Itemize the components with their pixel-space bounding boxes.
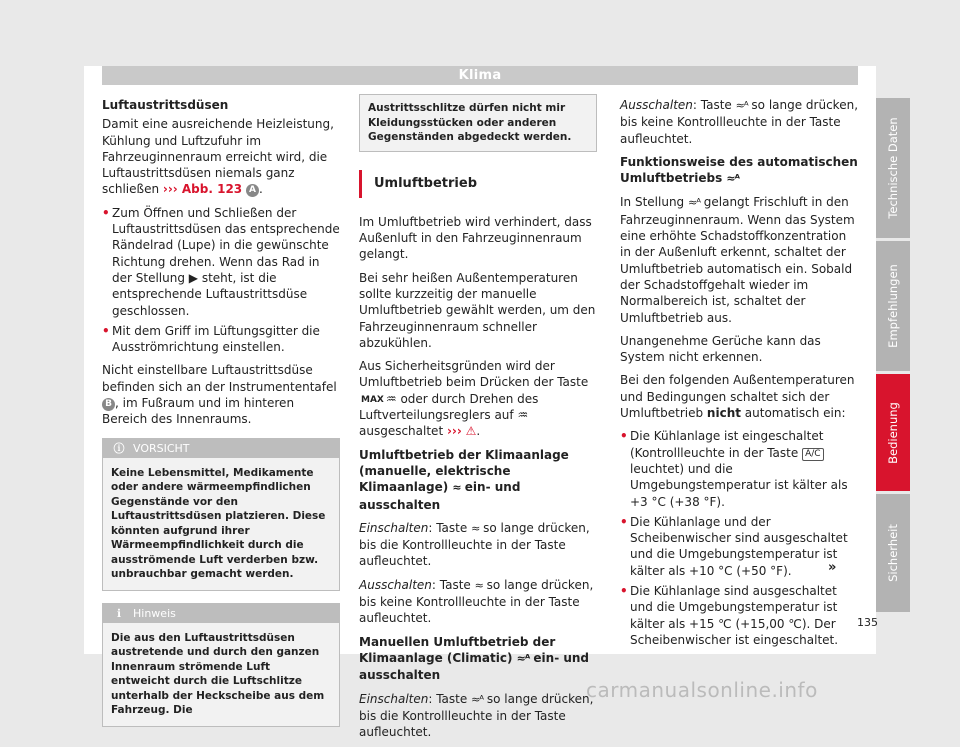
page-number: 135 <box>857 616 878 629</box>
caution-header: ⓘ VORSICHT <box>103 439 339 458</box>
paragraph: Bei sehr heißen Außentemperaturen sollte kurzzeitig der manuelle Umluftbetrieb gewählt werden, um den Fahrzeuginnenraum schneller abzukühlen. <box>359 270 596 350</box>
badge-a: A <box>246 184 259 197</box>
paragraph: Einschalten: Taste ≈ so lange drücken, bis die Kontrollleuchte in der Taste aufleuchtet. <box>359 520 590 569</box>
paragraph: In Stellung ≈ᴬ gelangt Frischluft in den Fahrzeuginnenraum. Wenn das System eine erhöhte Schadstoffkonzentration in der Außenluft erkennt, schaltet der Umluftbetrieb automatisch ein. Sobald der Schadstoffgehalt wieder im Normalbereich ist, schaltet der Umluftbetrieb aus. <box>620 195 855 325</box>
fan-auto-icon: ≈ᴬ <box>516 651 530 665</box>
column-2 <box>359 97 597 747</box>
fan-icon: ≈ <box>474 578 483 592</box>
bullet-dot: • <box>102 323 110 338</box>
intro-paragraph: Damit eine ausreichende Heizleistung, Kühlung und Luftzufuhr im Fahrzeuginnenraum erreicht wird, die Luftaustrittsdüsen niemals ganz schließen ››› Abb. 123 A . <box>102 117 334 197</box>
note-box <box>102 603 340 727</box>
fan-auto-icon: ≈ᴬ <box>726 172 739 186</box>
bullet-dot: • <box>620 429 628 444</box>
bullet-dot: • <box>620 584 628 599</box>
paragraph: Einschalten: Taste ≈ᴬ so lange drücken, bis die Kontrollleuchte in der Taste aufleuchtet. <box>359 691 594 740</box>
paragraph: Ausschalten: Taste ≈ so lange drücken, bis keine Kontrollleuchte in der Taste aufleuchtet. <box>359 577 594 626</box>
continued-note-box: Austrittsschlitze dürfen nicht mir Kleidungsstücken oder anderen Gegenständen abgedeckt werden. <box>359 94 597 152</box>
column-1 <box>102 97 340 727</box>
fan-auto-icon: ≈ᴬ <box>735 99 748 112</box>
list-item: • Die Kühlanlage ist eingeschaltet (Kontrollleuchte in der Taste A/C leuchtet) und die Umgebungstemperatur ist kälter als +3 °C (+38 °F). <box>620 429 848 509</box>
warning-reference-link[interactable]: ››› <box>446 424 462 439</box>
watermark: carmanualsonline.info <box>586 678 818 702</box>
badge-b: B <box>102 398 115 411</box>
caution-icon: ⓘ <box>113 441 125 455</box>
caution-box <box>102 438 340 591</box>
paragraph: Ausschalten: Taste ≈ᴬ so lange drücken, bis keine Kontrollleuchte in der Taste aufleuchtet. <box>620 98 859 146</box>
tab-technische-daten[interactable]: Technische Daten <box>876 98 910 238</box>
list-item: • Die Kühlanlage sind ausgeschaltet und die Umgebungstemperatur ist kälter als +15 ℃ (+15,00 ℃). Der Scheibenwischer ist eingeschaltet. <box>620 584 839 647</box>
list-item: • Zum Öffnen und Schließen der Luftaustrittsdüsen das entsprechende Rändelrad (Lupe) in die gewünschte Richtung drehen. Wenn das Rad in der Stellung ▶ steht, ist die entsprechende Luftaustrittsdüse geschlossen. <box>102 205 340 318</box>
paragraph: Aus Sicherheitsgründen wird der Umluftbetrieb beim Drücken der Taste MAX ♒ oder durch Drehen des Luftverteilungsreglers auf ♒ ausgeschaltet ››› ⚠. <box>359 359 589 439</box>
figure-reference-link[interactable]: ››› Abb. 123 <box>162 182 243 197</box>
column-3 <box>620 97 860 652</box>
fan-icon: ≈ <box>471 521 480 535</box>
tab-bedienung[interactable]: Bedienung <box>876 374 910 491</box>
fan-auto-icon: ≈ᴬ <box>687 196 700 210</box>
tab-sicherheit[interactable]: Sicherheit <box>876 494 910 612</box>
fan-auto-icon: ≈ᴬ <box>471 692 484 706</box>
caution-body: Keine Lebensmittel, Medikamente oder andere wärmeempfindlichen Gegenstände vor den Luftaustrittsdüsen platzieren. Diese könnten aufgrund ihrer Wärmeempfindlichkeit durch die ausströmende Luft verderben bzw. unbrauchbar gemacht werden. <box>111 466 326 581</box>
heading-luftaustritt: Luftaustrittsdüsen <box>102 98 229 112</box>
continue-arrow-icon: » <box>828 560 837 575</box>
ac-key-icon: A/C <box>802 448 823 461</box>
list-item: • Mit dem Griff im Lüftungsgitter die Ausströmrichtung einstellen. <box>102 323 320 355</box>
defrost-icon: ♒ <box>385 391 397 406</box>
tab-empfehlungen[interactable]: Empfehlungen <box>876 241 910 371</box>
bullet-dot: • <box>620 514 628 529</box>
note-header: ℹ Hinweis <box>103 604 339 623</box>
paragraph: Im Umluftbetrieb wird verhindert, dass Außenluft in den Fahrzeuginnenraum gelangt. <box>359 214 592 262</box>
right-triangle-icon: ▶ <box>188 270 198 285</box>
paragraph: Bei den folgenden Außentemperaturen und Bedingungen schaltet sich der Umluftbetrieb nicht automatisch ein: <box>620 373 855 421</box>
warning-triangle-icon: ⚠ <box>465 424 477 439</box>
subheading: Manuellen Umluftbetrieb der Klimaanlage (Climatic) ≈ᴬ ein- und ausschalten <box>359 634 590 683</box>
list-item: • Die Kühlanlage und der Scheibenwischer sind ausgeschaltet und die Umgebungstemperatur ist kälter als +10 °C (+50 °F). <box>620 514 848 578</box>
subheading: Funktionsweise des automatischen Umluftbetriebs ≈ᴬ <box>620 154 860 188</box>
max-key-icon: MAX <box>361 394 384 405</box>
info-icon: ℹ <box>116 606 122 620</box>
paragraph: Unangenehme Gerüche kann das System nicht erkennen. <box>620 333 821 365</box>
side-tabs <box>876 98 910 615</box>
section-title-umluft: Umluftbetrieb <box>359 170 597 198</box>
fan-icon: ≈ <box>452 481 461 495</box>
bullet-dot: • <box>102 205 110 220</box>
subheading: Umluftbetrieb der Klimaanlage (manuelle, elektrische Klimaanlage) ≈ ein- und ausschalten <box>359 447 569 512</box>
note-body: Die aus den Luftaustrittsdüsen austretende und durch den ganzen Innenraum strömende Luft entweicht durch die Luftschlitze unterhalb der Heckscheibe aus dem Fahrzeug. Die <box>111 631 325 717</box>
paragraph: Nicht einstellbare Luftaustrittsdüse befinden sich an der Instrumententafel B , im Fußraum und im hinteren Bereich des Innenraums. <box>102 363 337 427</box>
defrost-icon: ♒ <box>517 408 529 423</box>
page-header: Klima <box>102 66 858 85</box>
